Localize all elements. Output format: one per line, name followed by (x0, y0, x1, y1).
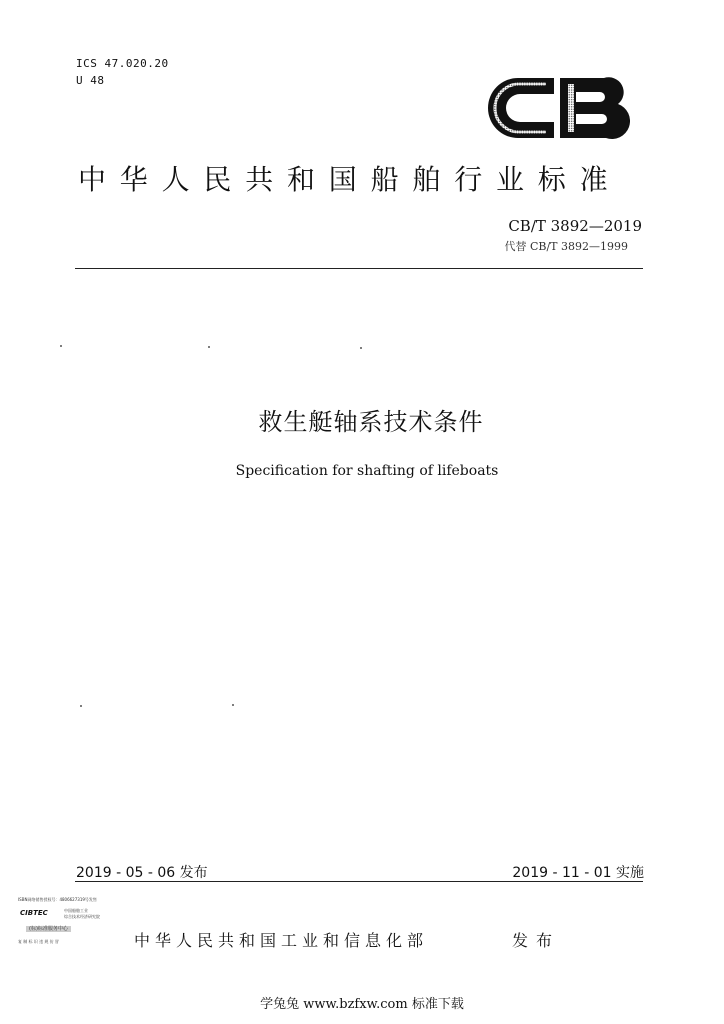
scan-speck (232, 704, 234, 706)
publish-label: 发布 (512, 931, 561, 950)
top-divider (75, 268, 643, 269)
ccs-code: U 48 (76, 74, 105, 87)
footer-watermark: 学兔兔 www.bzfxw.com 标准下载 (260, 997, 464, 1012)
stamp-line: 综合技术经济研究院 (64, 914, 100, 919)
publisher-name: 中华人民共和国工业和信息化部 (134, 931, 429, 950)
stamp-logo: CIBTEC (20, 909, 48, 917)
document-title-cn: 救生艇轴系技术条件 (258, 408, 484, 436)
document-title-en: Specification for shafting of lifeboats (235, 463, 499, 479)
standard-type-title: 中华人民共和国船舶行业标准 (78, 163, 622, 196)
implementation-date: 2019 - 11 - 01 实施 (512, 865, 644, 881)
bottom-divider (75, 881, 643, 882)
scan-speck (360, 347, 362, 349)
scan-speck (208, 346, 210, 348)
cb-logo (484, 72, 630, 144)
issue-date: 2019 - 05 - 06 发布 (76, 865, 208, 881)
scan-speck (80, 705, 82, 707)
scan-speck (60, 345, 62, 347)
replaces-standard: 代替 CB/T 3892—1999 (504, 240, 628, 253)
classification-codes (76, 55, 169, 89)
ics-code: ICS 47.020.20 (76, 57, 169, 70)
stamp-line: 复 制 标 识 违 规 仿 冒 (18, 939, 59, 944)
stamp-line: 中国船舶工业 (64, 908, 88, 913)
standard-code: CB/T 3892—2019 (508, 217, 642, 235)
stamp-line: ISBN网络销售授权号：4806627319号发售 (18, 897, 97, 902)
anti-counterfeit-stamp (18, 895, 118, 949)
stamp-line: (标)标准服务中心 (26, 926, 71, 932)
